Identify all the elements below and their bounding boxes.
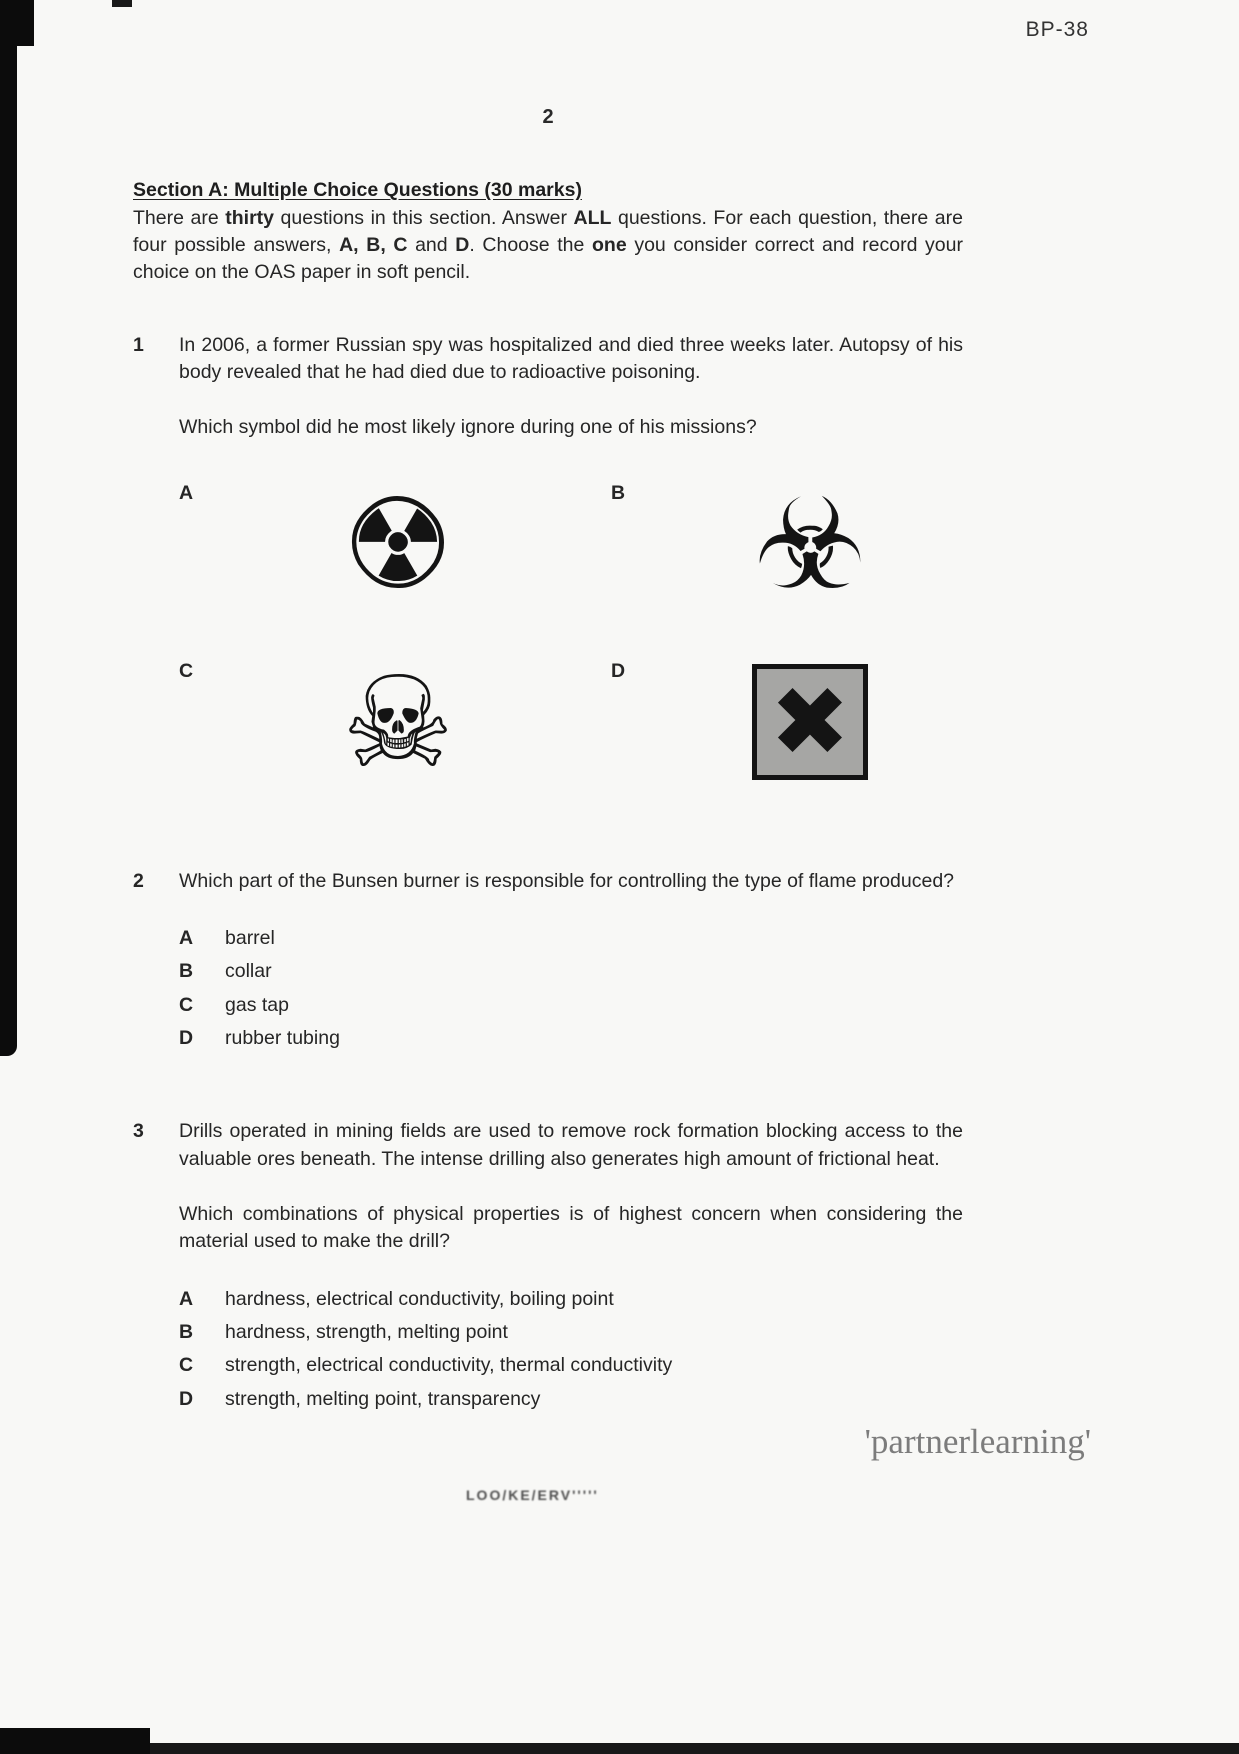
section-title: Section A: Multiple Choice Questions (30 marks) <box>133 179 582 201</box>
option-label: B <box>179 960 194 983</box>
question-text: Which symbol did he most likely ignore during one of his missions? <box>179 416 757 439</box>
question-2 <box>133 868 963 1061</box>
option-label: D <box>611 659 626 682</box>
scan-artifact-left-bar <box>0 0 17 1056</box>
symbol-wrap <box>657 470 963 618</box>
intro-segment-bold: A, B, C <box>339 233 408 256</box>
option-label: D <box>179 1027 194 1050</box>
option-c <box>179 648 571 810</box>
option-label: C <box>179 659 194 682</box>
option-list <box>179 1288 963 1412</box>
question-body <box>179 1118 963 1421</box>
option-text: hardness, strength, melting point <box>225 1321 508 1344</box>
option-text: strength, electrical conductivity, thermal conductivity <box>225 1354 673 1377</box>
option-label: D <box>179 1387 194 1410</box>
symbol-wrap <box>657 660 963 780</box>
option-label: B <box>179 1321 194 1344</box>
option-a <box>179 470 571 632</box>
option-c <box>179 994 963 1017</box>
intro-segment-bold: ALL <box>573 207 612 229</box>
option-text: gas tap <box>225 993 289 1016</box>
question-text: Drills operated in mining fields are used to remove rock formation blocking access to the valuable ores beneath. The intense drilling also generates high amount of frictional heat. <box>179 1120 963 1170</box>
question-body <box>179 868 963 1061</box>
option-text: hardness, electrical conductivity, boiling point <box>225 1287 614 1310</box>
scan-artifact-bottom-band <box>0 1743 1239 1754</box>
skull-crossbones-icon: ☠ <box>341 648 455 796</box>
option-d <box>179 1388 963 1411</box>
symbol-wrap <box>225 470 571 618</box>
option-d <box>179 1027 963 1050</box>
question-text: Which part of the Bunsen burner is responsible for controlling the type of flame produced? <box>179 869 955 892</box>
option-a <box>179 1288 963 1311</box>
intro-segment: questions. For each question, there are four possible answers, <box>133 207 963 256</box>
option-a <box>179 927 963 950</box>
scan-artifact-left-top <box>0 0 34 46</box>
intro-segment: questions in this section. Answer <box>274 207 574 229</box>
question-1 <box>133 332 963 810</box>
option-label: C <box>179 993 194 1016</box>
intro-segment: you consider correct and record your choice on the OAS paper in soft pencil. <box>133 233 963 283</box>
question-text: In 2006, a former Russian spy was hospitalized and died three weeks later. Autopsy of his body revealed that he had died due to radioactive poisoning. <box>179 333 963 384</box>
option-text: barrel <box>225 926 275 949</box>
option-b <box>571 470 963 632</box>
question-body <box>179 332 963 810</box>
intro-segment-bold: thirty <box>225 207 274 229</box>
question-text: Which combinations of physical properties is of highest concern when considering the material used to make the drill? <box>179 1203 963 1253</box>
option-b <box>179 960 963 983</box>
watermark: 'partnerlearning' <box>864 1422 1091 1461</box>
page-number: 2 <box>542 106 554 128</box>
scan-artifact-top-mark <box>112 0 132 7</box>
biohazard-icon: ☣ <box>753 470 867 618</box>
question-3 <box>133 1118 963 1421</box>
option-list <box>179 927 963 1051</box>
option-label: B <box>611 481 626 504</box>
harmful-x-icon: ✖ <box>752 664 868 780</box>
question-number: 1 <box>133 333 144 356</box>
intro-segment-bold: D <box>455 233 470 256</box>
symbol-wrap <box>225 648 571 796</box>
option-d <box>571 660 963 810</box>
option-label: C <box>179 1354 194 1377</box>
intro-segment: and <box>407 233 456 256</box>
section-intro <box>133 205 963 286</box>
option-text: collar <box>225 960 272 983</box>
intro-segment: There are <box>133 207 226 229</box>
radiation-icon: ☢ <box>341 470 455 618</box>
paper-code: BP-38 <box>1025 18 1089 41</box>
option-label: A <box>179 926 194 949</box>
question-number: 3 <box>133 1120 144 1143</box>
option-label: A <box>179 1287 194 1310</box>
intro-segment: . Choose the <box>469 233 593 256</box>
option-label: A <box>179 481 194 504</box>
option-c <box>179 1354 963 1377</box>
option-text: strength, melting point, transparency <box>225 1387 541 1410</box>
option-text: rubber tubing <box>225 1027 340 1050</box>
scan-artifact-bottom-left <box>0 1728 150 1754</box>
intro-segment-bold: one <box>592 233 627 256</box>
option-b <box>179 1321 963 1344</box>
footer-smudge-text: LOO/KE/ERV''''' <box>466 1487 599 1503</box>
symbol-options-grid <box>179 470 963 810</box>
question-number: 2 <box>133 869 144 892</box>
